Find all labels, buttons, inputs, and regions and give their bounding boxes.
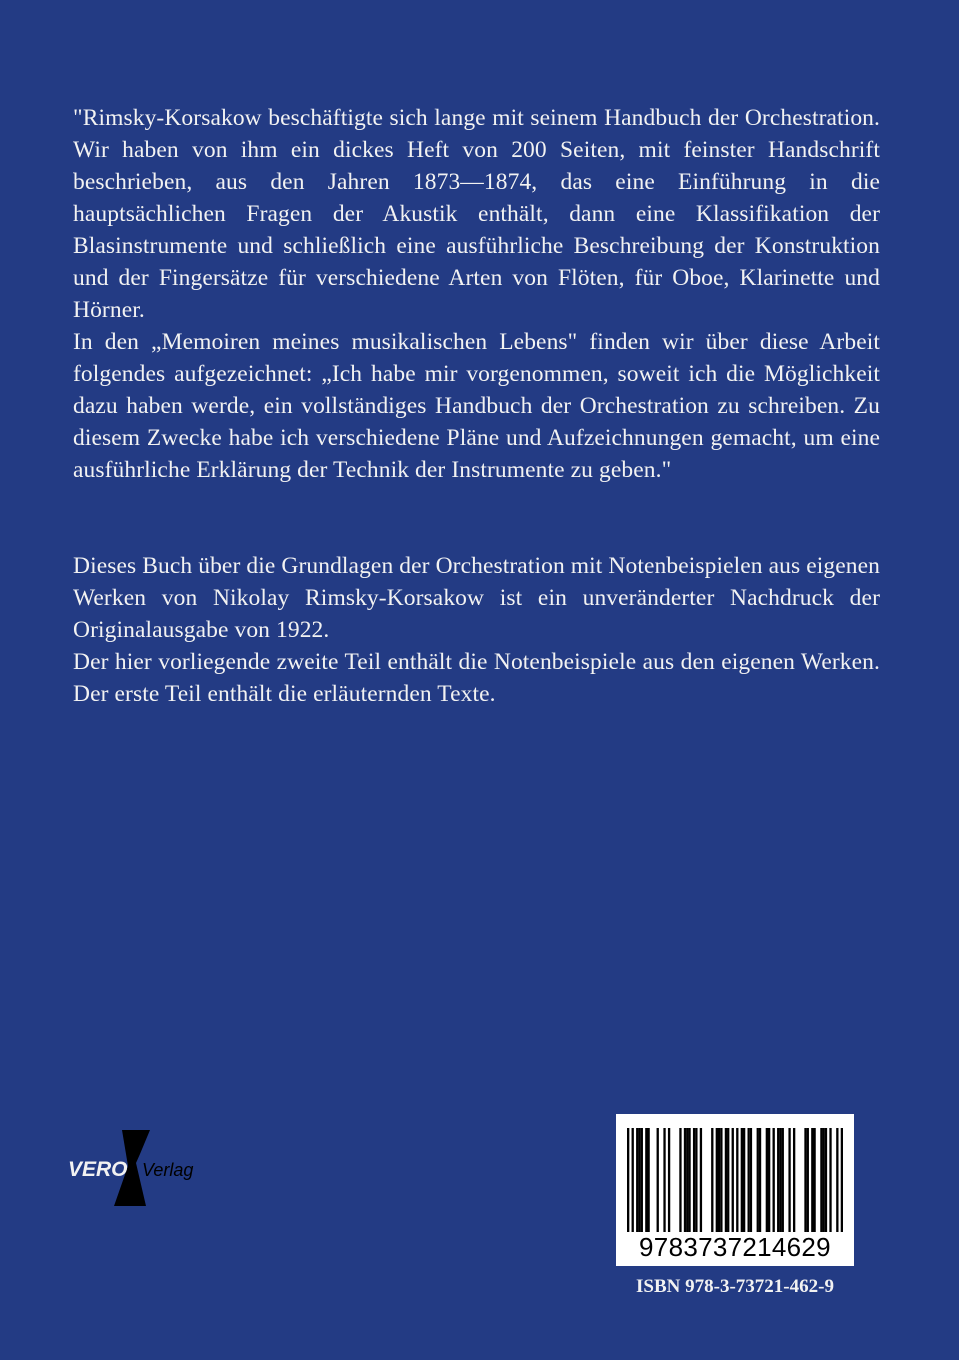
barcode-bars — [627, 1128, 843, 1232]
barcode-bar — [741, 1128, 743, 1232]
barcode-bar — [779, 1128, 781, 1232]
paragraph-quote-1: "Rimsky-Korsakow beschäftigte sich lange mit seinem Handbuch der Orchestration. Wir haben von ihm ein dickes Heft von 200 Seiten, mit feinster Handschrift beschrieben, aus den Jahren 1873—1874, das eine Einführung in die hauptsächlichen Fragen der Akustik enthält, dann eine Klassifikation der Blasinstrumente und schließlich eine ausführliche Beschreibung der Konstruktion und der Fingersätze für verschiedene Arten von Flöten, für Oboe, Klarinette und Hörner. — [73, 105, 880, 323]
barcode-bar — [823, 1128, 825, 1232]
barcode-bar — [711, 1128, 713, 1232]
barcode-bar — [829, 1128, 831, 1232]
barcode-bar — [793, 1128, 795, 1232]
barcode-bar — [720, 1128, 722, 1232]
barcode-bar — [736, 1128, 738, 1232]
description-bottom — [73, 550, 880, 710]
barcode-bar — [727, 1128, 729, 1232]
barcode-bar — [773, 1128, 775, 1232]
barcode-bar — [841, 1128, 843, 1232]
barcode-bar — [743, 1128, 745, 1232]
barcode-bar — [627, 1128, 629, 1232]
barcode-bar — [782, 1128, 784, 1232]
barcode-bar — [684, 1128, 686, 1232]
barcode-bar — [804, 1128, 806, 1232]
barcode-bar — [663, 1128, 665, 1232]
paragraph-part-note: Der hier vorliegende zweite Teil enthält die Notenbeispiele aus den eigenen Werken. Der erste Teil enthält die erläuternden Texte. — [73, 649, 880, 707]
barcode-bar — [647, 1128, 649, 1232]
paragraph-quote-2: In den „Memoiren meines musikalischen Lebens" finden wir über diese Arbeit folgendes aufgezeichnet: „Ich habe mir vorgenommen, soweit ich die Möglichkeit dazu haben werde, ein vollständiges Handbuch der Orchestration zu schreiben. Zu diesem Zwecke habe ich verschiedene Pläne und Aufzeichnungen gemacht, um eine ausführliche Erklärung der Technik der Instrumente zu geben." — [73, 329, 880, 483]
hourglass-x-icon — [66, 1130, 196, 1206]
isbn-barcode — [616, 1114, 854, 1266]
barcode-bar — [725, 1128, 727, 1232]
barcode-bar — [645, 1128, 647, 1232]
barcode-digits: 9783737214629 — [639, 1232, 831, 1262]
barcode-bar — [657, 1128, 659, 1232]
logo-text-verlag: Verlag — [142, 1160, 194, 1180]
barcode-bar — [836, 1128, 838, 1232]
barcode-bar — [759, 1128, 761, 1232]
barcode-bar — [693, 1128, 695, 1232]
barcode-bar — [748, 1128, 750, 1232]
publisher-logo — [66, 1130, 196, 1206]
barcode-bar — [768, 1128, 770, 1232]
barcode-bar — [688, 1128, 690, 1232]
barcode-bar — [807, 1128, 809, 1232]
barcode-bar — [638, 1128, 640, 1232]
barcode-bar — [636, 1128, 638, 1232]
barcode-bar — [632, 1128, 634, 1232]
description-top — [73, 102, 880, 486]
isbn-label: ISBN 978-3-73721-462-9 — [636, 1276, 834, 1297]
barcode-bar — [695, 1128, 697, 1232]
barcode-bar — [766, 1128, 768, 1232]
barcode-bar — [700, 1128, 702, 1232]
barcode-bar — [811, 1128, 813, 1232]
barcode-bar — [716, 1128, 718, 1232]
barcode-bar — [757, 1128, 759, 1232]
barcode-bar — [777, 1128, 779, 1232]
barcode-bar — [679, 1128, 681, 1232]
paragraph-edition-note: Dieses Buch über die Grundlagen der Orchestration mit Notenbeispielen aus eigenen Werken von Nikolay Rimsky-Korsakow ist ein unveränderter Nachdruck der Originalausgabe von 1922. — [73, 553, 880, 643]
barcode-bar — [732, 1128, 734, 1232]
barcode-bar — [820, 1128, 822, 1232]
barcode-bar — [813, 1128, 815, 1232]
barcode-bar — [641, 1128, 643, 1232]
barcode-bar — [750, 1128, 752, 1232]
barcode-bar — [788, 1128, 790, 1232]
barcode-bar — [668, 1128, 670, 1232]
barcode-bar — [825, 1128, 827, 1232]
barcode-bar — [718, 1128, 720, 1232]
barcode-bar — [686, 1128, 688, 1232]
logo-text-vero: VERO — [68, 1158, 128, 1181]
